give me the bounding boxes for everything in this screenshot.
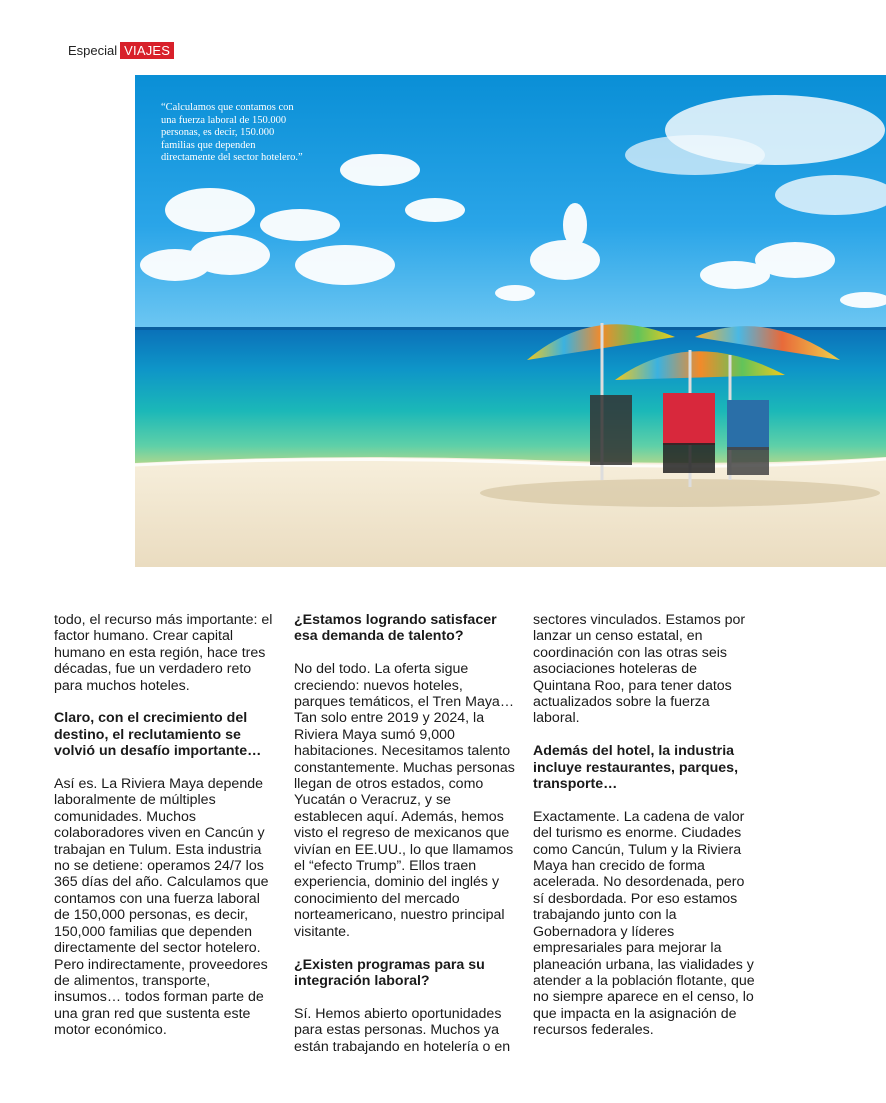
interview-question: ¿Estamos logrando satisfacer esa demanda de talento? bbox=[294, 612, 497, 645]
paragraph: Exactamente. La cadena de valor del turismo es enorme. Ciudades como Cancún, Tulum y la Riviera Maya han crecido de forma acelerada. No desordenada, pero sí desbordada. Por eso estamos trabajando junto con la Gobernadora y líderes empresariales para mejorar la planeación urbana, las vialidades y atender a la población flotante, que no siempre aparece en el censo, lo que impacta en la asignación de recursos federales. bbox=[533, 808, 755, 1039]
interview-question: ¿Existen programas para su integración laboral? bbox=[294, 956, 485, 989]
interview-question: Claro, con el crecimiento del destino, el reclutamiento se volvió un desafío importante… bbox=[54, 710, 262, 760]
article-column-1 bbox=[54, 612, 276, 1039]
article-column-3 bbox=[533, 612, 755, 1039]
paragraph: sectores vinculados. Estamos por lanzar un censo estatal, en coordinación con las otras seis asociaciones hoteleras de Quintana Roo, para tener datos actualizados sobre la fuerza laboral. bbox=[533, 612, 746, 727]
interview-question: Además del hotel, la industria incluye restaurantes, parques, transporte… bbox=[533, 743, 739, 793]
paragraph: Sí. Hemos abierto oportunidades para estas personas. Muchos ya están trabajando en hotelería o en bbox=[294, 1005, 511, 1055]
paragraph: No del todo. La oferta sigue creciendo: nuevos hoteles, parques temáticos, el Tren Maya… Tan solo entre 2019 y 2024, la Riviera Maya sumó 9,000 habitaciones. Necesitamos talento constantemente. Muchas personas llegan de otros estados, como Yucatán o Veracruz, y se establecen aquí. Además, hemos visto el regreso de mexicanos que vivían en EE.UU., lo que llamamos el “efecto Trump”. Ellos traen experiencia, dominio del inglés y conocimiento del mercado norteamericano, nuestro principal visitante. bbox=[294, 661, 515, 940]
section-tag bbox=[68, 40, 174, 60]
photo-pull-quote: “Calculamos que contamos con una fuerza laboral de 150.000 personas, es decir, 150.000 familias que dependen directamente del sector hotelero.” bbox=[161, 102, 303, 164]
article-column-2 bbox=[294, 612, 516, 1055]
section-badge: VIAJES bbox=[120, 42, 174, 59]
paragraph: todo, el recurso más importante: el factor humano. Crear capital humano en esta región, hace tres décadas, fue un verdadero reto para muchos hoteles. bbox=[54, 612, 273, 694]
paragraph: Así es. La Riviera Maya depende laboralmente de múltiples comunidades. Muchos colaboradores viven en Cancún y trabajan en Tulum. Esta industria no se detiene: operamos 24/7 los 365 días del año. Calculamos que contamos con una fuerza laboral de 150,000 personas, es decir, 150,000 familias que dependen directamente del sector hotelero. Pero indirectamente, proveedores de alimentos, transporte, insumos… todos forman parte de una gran red que sustenta este motor económico. bbox=[54, 776, 269, 1039]
section-label: Especial bbox=[68, 42, 118, 58]
